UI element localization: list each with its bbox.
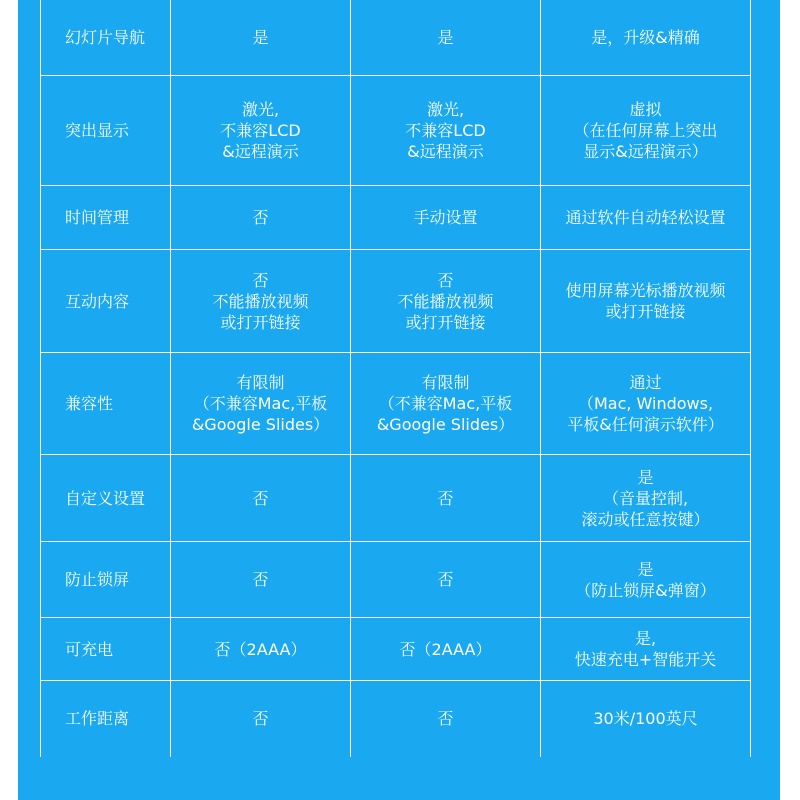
product-b-cell: 否（2AAA） <box>351 618 541 681</box>
feature-label-interactive-content: 互动内容 <box>41 250 171 353</box>
table-row <box>41 76 751 186</box>
product-c-cell: 虚拟 （在任何屏幕上突出 显示&远程演示） <box>541 76 751 186</box>
product-a-cell: 激光, 不兼容LCD &远程演示 <box>171 76 351 186</box>
feature-label-rechargeable: 可充电 <box>41 618 171 681</box>
table-row <box>41 455 751 542</box>
product-a-cell: 有限制 （不兼容Mac,平板 &Google Slides） <box>171 353 351 455</box>
product-c-cell: 是，升级&精确 <box>541 0 751 76</box>
product-c-cell: 使用屏幕光标播放视频 或打开链接 <box>541 250 751 353</box>
product-c-cell: 通过 （Mac, Windows, 平板&任何演示软件） <box>541 353 751 455</box>
product-b-cell: 否 <box>351 681 541 757</box>
product-b-cell: 否 <box>351 542 541 618</box>
product-a-cell: 否（2AAA） <box>171 618 351 681</box>
product-b-cell: 手动设置 <box>351 186 541 250</box>
comparison-table <box>40 0 751 757</box>
table-row <box>41 186 751 250</box>
product-c-cell: 30米/100英尺 <box>541 681 751 757</box>
feature-label-compatibility: 兼容性 <box>41 353 171 455</box>
product-c-cell: 是 （音量控制, 滚动或任意按键） <box>541 455 751 542</box>
product-a-cell: 是 <box>171 0 351 76</box>
table-row <box>41 353 751 455</box>
product-b-cell: 激光, 不兼容LCD &远程演示 <box>351 76 541 186</box>
feature-label-working-distance: 工作距离 <box>41 681 171 757</box>
feature-label-highlight: 突出显示 <box>41 76 171 186</box>
product-b-cell: 是 <box>351 0 541 76</box>
table-row <box>41 681 751 757</box>
product-c-cell: 是 （防止锁屏&弹窗） <box>541 542 751 618</box>
product-c-cell: 是, 快速充电+智能开关 <box>541 618 751 681</box>
product-b-cell: 否 不能播放视频 或打开链接 <box>351 250 541 353</box>
product-a-cell: 否 <box>171 681 351 757</box>
table-row <box>41 0 751 76</box>
feature-label-prevent-lock: 防止锁屏 <box>41 542 171 618</box>
feature-label-custom-settings: 自定义设置 <box>41 455 171 542</box>
product-c-cell: 通过软件自动轻松设置 <box>541 186 751 250</box>
product-a-cell: 否 <box>171 186 351 250</box>
product-b-cell: 有限制 （不兼容Mac,平板 &Google Slides） <box>351 353 541 455</box>
table-row <box>41 618 751 681</box>
feature-label-slide-navigation: 幻灯片导航 <box>41 0 171 76</box>
product-a-cell: 否 不能播放视频 或打开链接 <box>171 250 351 353</box>
product-a-cell: 否 <box>171 455 351 542</box>
product-a-cell: 否 <box>171 542 351 618</box>
table-row <box>41 250 751 353</box>
feature-label-time-management: 时间管理 <box>41 186 171 250</box>
product-b-cell: 否 <box>351 455 541 542</box>
table-row <box>41 542 751 618</box>
